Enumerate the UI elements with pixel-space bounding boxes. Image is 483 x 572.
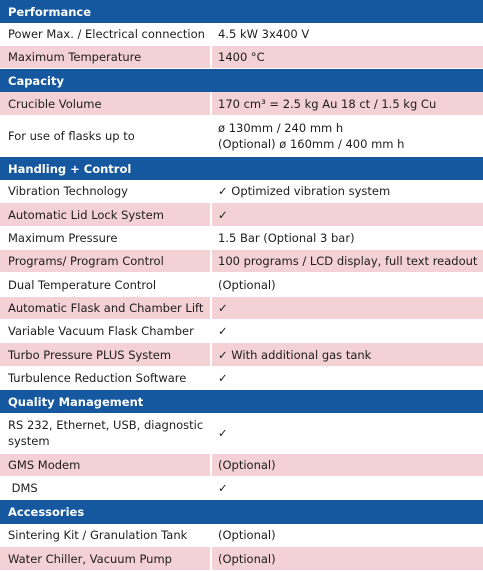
row-label-line-1: RS 232, Ethernet, USB, diagnostic xyxy=(8,418,204,432)
section-header-accessories: Accessories xyxy=(0,500,483,524)
column-divider xyxy=(210,320,212,342)
column-divider xyxy=(210,203,212,226)
row-label: Dual Temperature Control xyxy=(8,277,157,292)
table-row xyxy=(0,413,483,454)
table-row xyxy=(0,320,483,343)
column-divider xyxy=(210,297,212,319)
row-value: 170 cm³ = 2.5 kg Au 18 ct / 1.5 kg Cu xyxy=(218,96,437,111)
column-divider xyxy=(210,524,212,546)
table-row xyxy=(0,454,483,477)
row-label: DMS xyxy=(8,481,38,495)
table-row xyxy=(0,227,483,250)
row-label: Maximum Temperature xyxy=(8,50,142,64)
row-value: 4.5 kW 3x400 V xyxy=(218,27,310,41)
row-value: ✓ xyxy=(218,207,228,222)
column-divider xyxy=(210,454,212,476)
column-divider xyxy=(210,477,212,499)
row-label: Vibration Technology xyxy=(8,184,128,198)
column-divider xyxy=(210,116,212,155)
row-value xyxy=(218,116,480,155)
column-divider xyxy=(210,367,212,389)
table-row xyxy=(0,46,483,69)
row-label-line-2: system xyxy=(8,434,50,448)
table-row xyxy=(0,273,483,297)
table-row xyxy=(0,203,483,227)
row-label: Crucible Volume xyxy=(8,96,102,111)
row-label: For use of flasks up to xyxy=(8,128,135,143)
table-row xyxy=(0,23,483,46)
row-value: ✓ xyxy=(218,481,228,495)
column-divider xyxy=(210,227,212,249)
row-value: 1400 °C xyxy=(218,50,265,64)
row-value: ✓ xyxy=(218,324,228,338)
column-divider xyxy=(210,273,212,296)
table-row xyxy=(0,180,483,203)
table-row xyxy=(0,367,483,390)
row-label: Automatic Flask and Chamber Lift xyxy=(8,301,204,315)
row-label: Variable Vacuum Flask Chamber xyxy=(8,324,194,338)
column-divider xyxy=(210,23,212,45)
row-label: Automatic Lid Lock System xyxy=(8,207,164,222)
row-label: Turbo Pressure PLUS System xyxy=(8,347,172,362)
row-label: Turbulence Reduction Software xyxy=(8,371,187,385)
row-value: 1.5 Bar (Optional 3 bar) xyxy=(218,231,355,245)
row-label: Power Max. / Electrical connection xyxy=(8,27,205,41)
column-divider xyxy=(210,343,212,366)
column-divider xyxy=(210,413,212,453)
section-header-quality-management: Quality Management xyxy=(0,390,483,413)
section-header-capacity: Capacity xyxy=(0,69,483,92)
column-divider xyxy=(210,250,212,272)
row-value: ✓ With additional gas tank xyxy=(218,347,372,362)
table-row xyxy=(0,297,483,320)
column-divider xyxy=(210,92,212,115)
row-label xyxy=(8,413,208,453)
row-label: Sintering Kit / Granulation Tank xyxy=(8,528,188,542)
row-value: ✓ Optimized vibration system xyxy=(218,184,391,198)
row-label: Programs/ Program Control xyxy=(8,254,164,268)
section-header-handling-control: Handling + Control xyxy=(0,157,483,180)
row-value-line-1: ø 130mm / 240 mm h xyxy=(218,120,344,135)
table-row xyxy=(0,524,483,547)
table-row xyxy=(0,547,483,571)
row-label: Maximum Pressure xyxy=(8,231,118,245)
row-label: Water Chiller, Vacuum Pump xyxy=(8,551,172,566)
row-value: ✓ xyxy=(218,371,228,385)
table-row xyxy=(0,477,483,500)
column-divider xyxy=(210,180,212,202)
section-header-performance: Performance xyxy=(0,0,483,23)
row-label: GMS Modem xyxy=(8,458,81,472)
row-value: ✓ xyxy=(218,301,228,315)
column-divider xyxy=(210,547,212,570)
row-value: (Optional) xyxy=(218,528,276,542)
row-value: 100 programs / LCD display, full text readout xyxy=(218,254,478,268)
table-row xyxy=(0,92,483,116)
table-row xyxy=(0,116,483,156)
row-value: (Optional) xyxy=(218,458,276,472)
row-value: ✓ xyxy=(218,426,228,440)
table-row xyxy=(0,250,483,273)
table-row xyxy=(0,343,483,367)
row-value: (Optional) xyxy=(218,551,276,566)
row-value-line-2: (Optional) ø 160mm / 400 mm h xyxy=(218,136,405,151)
column-divider xyxy=(210,46,212,68)
row-value: (Optional) xyxy=(218,277,276,292)
